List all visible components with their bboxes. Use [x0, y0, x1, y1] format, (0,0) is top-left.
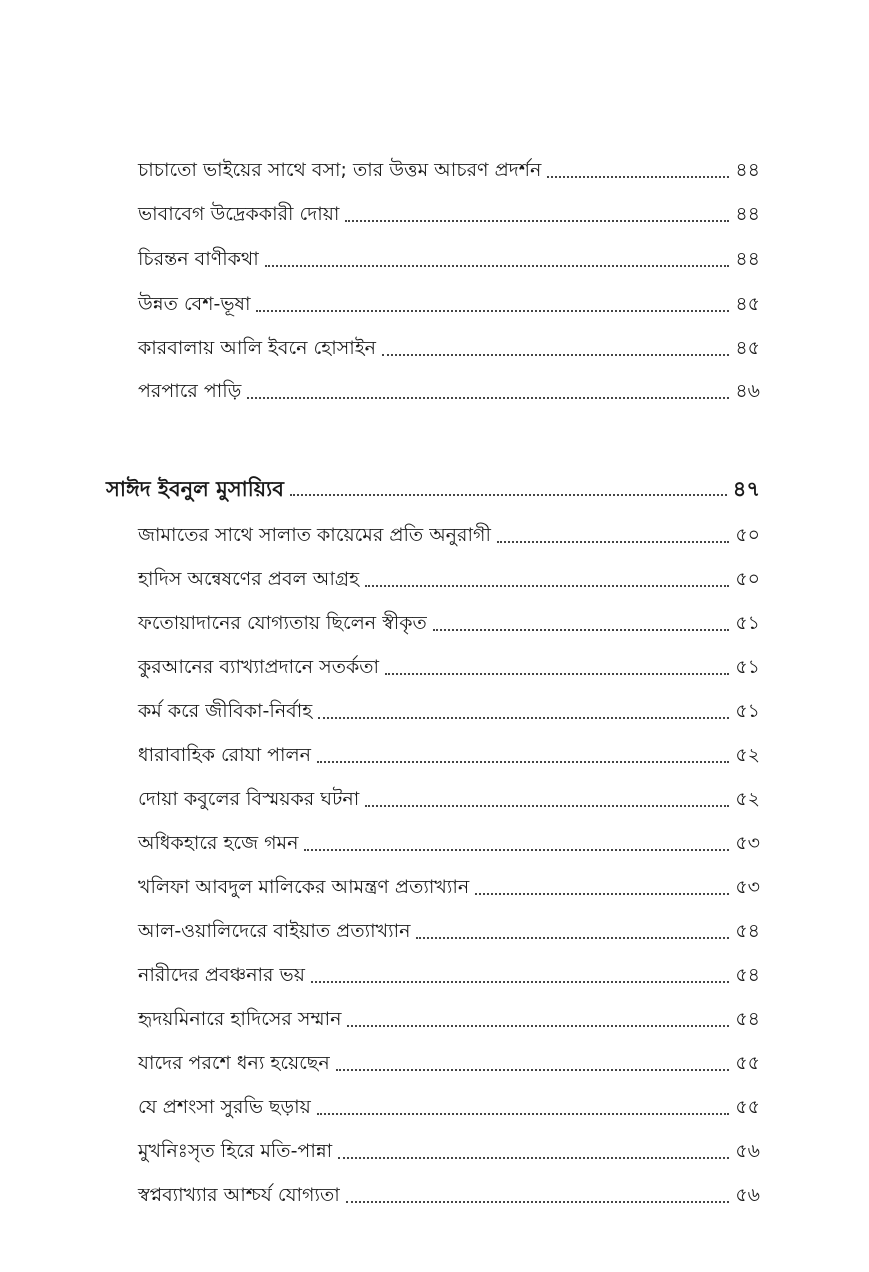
toc-entry-title: কারবালায় আলি ইবনে হোসাইন	[138, 337, 376, 359]
toc-entry-title: স্বপ্নব্যাখ্যার আশ্চর্য যোগ্যতা	[138, 1184, 340, 1206]
toc-chapter-title: সাঈদ ইবনুল মুসায়্যিব	[106, 476, 284, 501]
dot-leader	[475, 893, 729, 895]
dot-leader	[416, 937, 729, 939]
toc-entry-page: ৫২	[735, 788, 760, 810]
toc-entry-title: ভাবাবেগ উদ্রেককারী দোয়া	[138, 203, 340, 225]
toc-entry-page: ৫০	[735, 568, 760, 590]
toc-entry	[138, 830, 760, 860]
toc-entry-page: ৫৫	[735, 1096, 760, 1118]
toc-entry-page: ৪৪	[735, 248, 760, 270]
toc-entry-title: যে প্রশংসা সুরভি ছড়ায়	[138, 1096, 311, 1118]
dot-leader	[311, 981, 729, 983]
toc-entry	[138, 522, 760, 552]
toc-entry-title: মুখনিঃসৃত হিরে মতি-পান্না	[138, 1140, 333, 1162]
toc-entry-page: ৫৩	[735, 876, 760, 898]
toc-entry	[138, 201, 760, 231]
toc-entry	[138, 610, 760, 640]
dot-leader	[304, 849, 729, 851]
dot-leader	[317, 1113, 730, 1115]
toc-entry	[138, 742, 760, 772]
toc-chapter-page: ৪৭	[732, 476, 760, 501]
toc-entry-page: ৫১	[735, 656, 760, 678]
toc-entry-title: কর্ম করে জীবিকা-নির্বাহ	[138, 700, 313, 722]
dot-leader	[365, 805, 729, 807]
toc-entry-page: ৪৪	[735, 159, 760, 181]
toc-entry-page: ৫৪	[735, 920, 760, 942]
toc-entry	[138, 786, 760, 816]
toc-entry-page: ৫৪	[735, 964, 760, 986]
toc-entry-title: নারীদের প্রবঞ্চনার ভয়	[138, 964, 305, 986]
toc-entry-page: ৪৫	[735, 293, 760, 315]
dot-leader	[347, 1025, 729, 1027]
toc-entry	[138, 962, 760, 992]
dot-leader	[497, 541, 729, 543]
toc-entry	[138, 654, 760, 684]
toc-entry-title: পরপারে পাড়ি	[138, 380, 242, 402]
toc-entry-title: আল-ওয়ালিদেরে বাইয়াত প্রত্যাখ্যান	[138, 920, 411, 942]
toc-chapter	[106, 475, 760, 505]
dot-leader	[345, 220, 729, 222]
toc-entry-page: ৪৪	[735, 203, 760, 225]
toc-entry	[138, 291, 760, 321]
toc-entry-title: যাদের পরশে ধন্য হয়েছেন	[138, 1052, 330, 1074]
toc-entry	[138, 378, 760, 408]
dot-leader	[547, 176, 729, 178]
toc-entry-title: উন্নত বেশ-ভূষা	[138, 293, 251, 315]
toc-entry	[138, 918, 760, 948]
toc-entry-page: ৫৬	[735, 1140, 760, 1162]
toc-entry-title: ফতোয়াদানের যোগ্যতায় ছিলেন স্বীকৃত	[138, 612, 427, 634]
dot-leader	[433, 629, 730, 631]
dot-leader	[318, 717, 729, 719]
toc-entry	[138, 1094, 760, 1124]
dot-leader	[382, 354, 729, 356]
toc-entry-page: ৫৩	[735, 832, 760, 854]
toc-entry-title: খলিফা আবদুল মালিকের আমন্ত্রণ প্রত্যাখ্যান	[138, 876, 470, 898]
toc-entry-page: ৫০	[735, 524, 760, 546]
toc-entry-title: কুরআনের ব্যাখ্যাপ্রদানে সতর্কতা	[138, 656, 380, 678]
dot-leader	[338, 1157, 729, 1159]
toc-entry	[138, 1006, 760, 1036]
toc-entry-title: জামাতের সাথে সালাত কায়েমের প্রতি অনুরাগী	[138, 524, 491, 546]
toc-entry	[138, 1138, 760, 1168]
dot-leader	[385, 673, 729, 675]
toc-entry-page: ৫৫	[735, 1052, 760, 1074]
dot-leader	[256, 310, 729, 312]
toc-entry-title: অধিকহারে হজে গমন	[138, 832, 299, 854]
toc-entry	[138, 157, 760, 187]
toc-entry	[138, 698, 760, 728]
toc-entry-title: দোয়া কবুলের বিস্ময়কর ঘটনা	[138, 788, 360, 810]
dot-leader	[336, 1069, 730, 1071]
toc-entry	[138, 1050, 760, 1080]
toc-entry-page: ৫৪	[735, 1008, 760, 1030]
dot-leader	[365, 585, 729, 587]
toc-entry-title: চিরন্তন বাণীকথা	[138, 248, 259, 270]
toc-entry-page: ৫১	[735, 612, 760, 634]
toc-entry	[138, 246, 760, 276]
dot-leader	[247, 397, 729, 399]
toc-entry-title: হাদিস অন্বেষণের প্রবল আগ্রহ	[138, 568, 360, 590]
toc-entry-page: ৫৬	[735, 1184, 760, 1206]
dot-leader	[265, 265, 730, 267]
dot-leader	[317, 761, 729, 763]
toc-entry-page: ৫২	[735, 744, 760, 766]
toc-entry-title: ধারাবাহিক রোযা পালন	[138, 744, 312, 766]
toc-entry-title: চাচাতো ভাইয়ের সাথে বসা; তার উত্তম আচরণ প্রদর্শন	[138, 159, 542, 181]
toc-entry-page: ৪৫	[735, 337, 760, 359]
toc-entry	[138, 335, 760, 365]
toc-entry	[138, 1182, 760, 1212]
toc-entry	[138, 874, 760, 904]
dot-leader	[346, 1201, 730, 1203]
toc-entry-page: ৫১	[735, 700, 760, 722]
toc-entry-title: হৃদয়মিনারে হাদিসের সম্মান	[138, 1008, 342, 1030]
dot-leader	[290, 494, 727, 496]
toc-entry	[138, 566, 760, 596]
toc-entry-page: ৪৬	[735, 380, 760, 402]
